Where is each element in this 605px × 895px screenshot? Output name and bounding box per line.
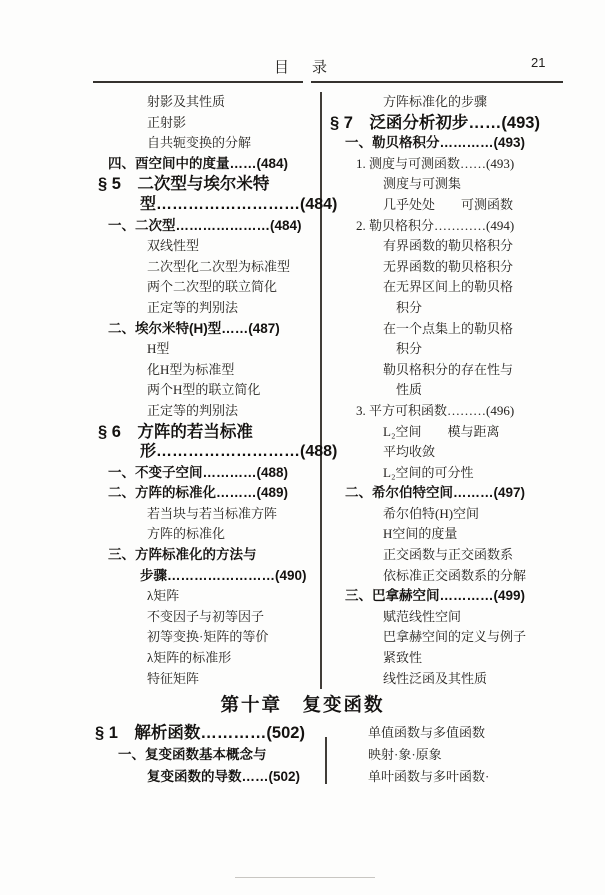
toc-entry: 希尔伯特(H)空间	[383, 505, 480, 521]
toc-entry: 在无界区间上的勒贝格	[383, 279, 514, 295]
toc-entry: 测度与可测集	[383, 176, 462, 192]
toc-entry: 几乎处处 可测函数	[383, 196, 514, 212]
toc-entry: 一、复变函数基本概念与	[118, 747, 267, 762]
toc-entry: 化H型为标准型	[147, 361, 235, 377]
toc-entry: λ矩阵的标准形	[147, 650, 232, 666]
toc-entry: 在一个点集上的勒贝格	[383, 320, 514, 336]
toc-entry: L₂空间的可分性	[383, 464, 474, 480]
toc-entry: 依标准正交函数系的分解	[383, 567, 527, 583]
toc-right-column	[330, 92, 580, 689]
toc-entry: H型	[147, 341, 170, 357]
chapter-heading: 第十章 复变函数	[220, 694, 385, 715]
toc-entry: 双线性型	[147, 238, 200, 254]
toc-entry: 两个H型的联立简化	[147, 382, 261, 398]
toc-entry: λ矩阵	[147, 588, 180, 604]
scan-artifact-line	[235, 877, 375, 878]
toc-entry: 四、酉空间中的度量……(484)	[108, 155, 289, 171]
header-rule-left	[93, 81, 303, 83]
toc-entry: 积分	[396, 299, 423, 315]
toc-entry: 一、二次型…………………(484)	[108, 217, 302, 233]
toc-entry: 赋范线性空间	[383, 608, 462, 624]
toc-entry: 正交函数与正交函数系	[383, 547, 514, 563]
toc-entry: H空间的度量	[383, 526, 458, 542]
toc-entry: 一、不变子空间…………(488)	[108, 464, 289, 480]
toc-entry: 无界函数的勒贝格积分	[383, 258, 514, 274]
toc-entry: 方阵的标准化	[147, 526, 226, 542]
toc-entry: § 7 泛函分析初步……(493)	[330, 113, 540, 132]
toc-entry: 平均收敛	[383, 444, 436, 460]
toc-entry: 步骤……………………(490)	[140, 567, 307, 583]
page-title: 目 录	[273, 60, 331, 76]
toc-entry: 三、方阵标准化的方法与	[108, 547, 257, 563]
toc-entry: 一、勒贝格积分…………(493)	[345, 135, 526, 151]
toc-entry: § 1 解析函数…………(502)	[95, 724, 305, 742]
toc-bottom-right-column	[368, 722, 578, 788]
toc-entry: 勒贝格积分的存在性与	[383, 361, 514, 377]
toc-entry: 二次型化二次型为标准型	[147, 258, 291, 274]
toc-entry: 巴拿赫空间的定义与例子	[383, 629, 527, 645]
toc-entry: 方阵标准化的步骤	[383, 94, 488, 109]
toc-entry: 不变因子与初等因子	[147, 608, 265, 624]
toc-entry: 正射影	[147, 114, 187, 130]
toc-entry: 积分	[396, 341, 423, 357]
toc-entry: 形………………………(488)	[140, 443, 338, 461]
toc-entry: 有界函数的勒贝格积分	[383, 238, 514, 254]
toc-entry: 1. 测度与可测函数……(493)	[356, 155, 515, 171]
toc-entry: 正定等的判别法	[147, 299, 239, 315]
toc-entry: 自共轭变换的分解	[147, 135, 252, 151]
header-rule-right	[311, 81, 563, 83]
toc-entry: 3. 平方可积函数………(496)	[356, 402, 515, 418]
toc-entry: 两个二次型的联立简化	[147, 279, 278, 295]
toc-entry: § 5 二次型与埃尔米特	[98, 175, 270, 194]
toc-entry: 紧致性	[383, 650, 423, 666]
toc-entry: 2. 勒贝格积分…………(494)	[356, 217, 515, 233]
toc-entry: L₂空间 模与距离	[383, 423, 500, 439]
page-number: 21	[531, 55, 546, 70]
toc-entry: 射影及其性质	[147, 94, 226, 109]
toc-entry: 二、埃尔米特(H)型……(487)	[108, 320, 280, 336]
toc-entry: 若当块与若当标准方阵	[147, 505, 278, 521]
toc-entry: 映射·象·原象	[368, 747, 442, 762]
toc-entry: 单叶函数与多叶函数·	[368, 769, 490, 784]
toc-entry: 二、希尔伯特空间………(497)	[345, 485, 526, 501]
toc-entry: 型………………………(484)	[140, 195, 338, 213]
toc-entry: 特征矩阵	[147, 670, 200, 686]
toc-entry: 三、巴拿赫空间…………(499)	[345, 588, 526, 604]
toc-entry: 单值函数与多值函数	[368, 725, 486, 740]
toc-entry: 性质	[396, 382, 423, 398]
toc-left-column	[90, 92, 338, 689]
toc-entry: 初等变换·矩阵的等价	[147, 629, 269, 645]
toc-entry: § 6 方阵的若当标准	[98, 422, 253, 441]
toc-entry: 二、方阵的标准化………(489)	[108, 485, 289, 501]
toc-entry: 正定等的判别法	[147, 402, 239, 418]
toc-bottom-left-column	[90, 722, 330, 788]
toc-entry: 线性泛函及其性质	[383, 670, 488, 686]
toc-entry: 复变函数的导数……(502)	[147, 769, 301, 784]
